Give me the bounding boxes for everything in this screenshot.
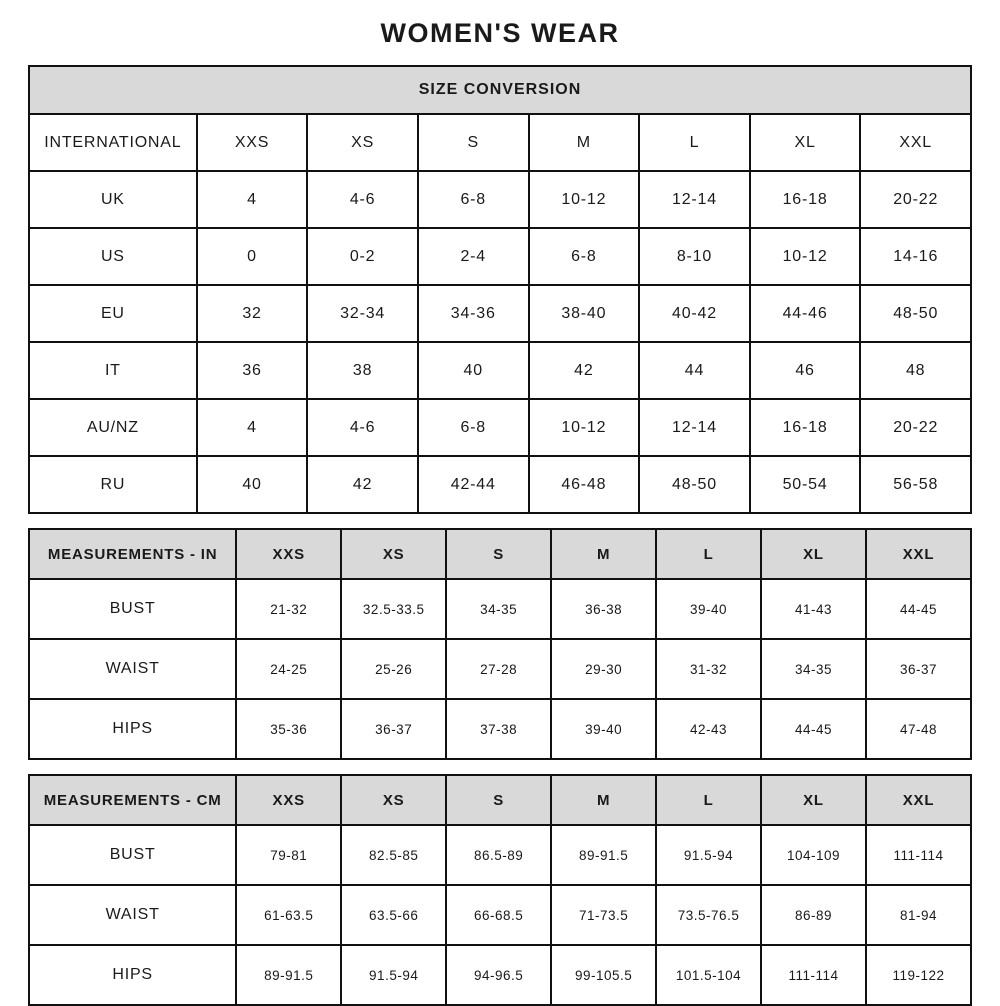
value-cell: 47-48 [866,699,971,759]
value-cell: 34-35 [761,639,866,699]
value-cell: XL [750,114,861,171]
row-label: EU [29,285,197,342]
size-header-cell: M [551,775,656,825]
value-cell: 56-58 [860,456,971,513]
value-cell: 21-32 [236,579,341,639]
value-cell: 82.5-85 [341,825,446,885]
size-conversion-header-row [29,66,971,114]
measurements-in-header-label: MEASUREMENTS - IN [29,529,236,579]
row-label: HIPS [29,699,236,759]
value-cell: 4-6 [307,171,418,228]
value-cell: 104-109 [761,825,866,885]
row-label: AU/NZ [29,399,197,456]
value-cell: 86.5-89 [446,825,551,885]
value-cell: 39-40 [656,579,761,639]
size-header-cell: S [446,775,551,825]
page-title: WOMEN'S WEAR [380,18,620,48]
size-header-cell: XL [761,775,866,825]
value-cell: 27-28 [446,639,551,699]
table-row [29,639,971,699]
table-row [29,825,971,885]
value-cell: 34-35 [446,579,551,639]
value-cell: 40-42 [639,285,750,342]
size-header-cell: XXL [866,775,971,825]
row-label: WAIST [29,885,236,945]
value-cell: 10-12 [529,399,640,456]
table-row [29,885,971,945]
value-cell: M [529,114,640,171]
value-cell: 42 [529,342,640,399]
value-cell: 24-25 [236,639,341,699]
value-cell: 6-8 [529,228,640,285]
value-cell: 44-45 [761,699,866,759]
row-label: BUST [29,825,236,885]
value-cell: 79-81 [236,825,341,885]
size-header-cell: S [446,529,551,579]
table-row [29,171,971,228]
value-cell: 20-22 [860,171,971,228]
size-header-cell: L [656,529,761,579]
row-label: HIPS [29,945,236,1005]
measurements-cm-header-label: MEASUREMENTS - CM [29,775,236,825]
size-header-cell: XXS [236,529,341,579]
size-conversion-header: SIZE CONVERSION [29,66,971,114]
value-cell: 36-37 [866,639,971,699]
value-cell: 61-63.5 [236,885,341,945]
value-cell: 66-68.5 [446,885,551,945]
table-row [29,228,971,285]
value-cell: 12-14 [639,399,750,456]
value-cell: 44-45 [866,579,971,639]
value-cell: 42-44 [418,456,529,513]
size-header-cell: XL [761,529,866,579]
value-cell: 16-18 [750,171,861,228]
value-cell: 91.5-94 [341,945,446,1005]
size-header-cell: XXS [236,775,341,825]
value-cell: XS [307,114,418,171]
value-cell: 44 [639,342,750,399]
value-cell: 91.5-94 [656,825,761,885]
measurements-cm-table [28,774,972,1006]
value-cell: L [639,114,750,171]
row-label: WAIST [29,639,236,699]
value-cell: 81-94 [866,885,971,945]
measurements-in-header-row [29,529,971,579]
value-cell: 0-2 [307,228,418,285]
value-cell: 32.5-33.5 [341,579,446,639]
size-header-cell: L [656,775,761,825]
value-cell: 36-37 [341,699,446,759]
value-cell: 36-38 [551,579,656,639]
value-cell: 111-114 [761,945,866,1005]
value-cell: 63.5-66 [341,885,446,945]
value-cell: 6-8 [418,171,529,228]
value-cell: 99-105.5 [551,945,656,1005]
value-cell: 89-91.5 [551,825,656,885]
table-row [29,399,971,456]
value-cell: 119-122 [866,945,971,1005]
value-cell: 20-22 [860,399,971,456]
value-cell: 41-43 [761,579,866,639]
row-label: RU [29,456,197,513]
value-cell: 6-8 [418,399,529,456]
size-header-cell: XXL [866,529,971,579]
table-row [29,699,971,759]
value-cell: 38 [307,342,418,399]
value-cell: XXS [197,114,308,171]
value-cell: 37-38 [446,699,551,759]
value-cell: 35-36 [236,699,341,759]
value-cell: 36 [197,342,308,399]
value-cell: 40 [197,456,308,513]
value-cell: 71-73.5 [551,885,656,945]
size-header-cell: XS [341,529,446,579]
row-label: INTERNATIONAL [29,114,197,171]
value-cell: 10-12 [750,228,861,285]
value-cell: 48-50 [639,456,750,513]
measurements-cm-header-row [29,775,971,825]
table-row [29,456,971,513]
table-row [29,342,971,399]
value-cell: 39-40 [551,699,656,759]
value-cell: 94-96.5 [446,945,551,1005]
value-cell: 32-34 [307,285,418,342]
table-row [29,285,971,342]
row-label: BUST [29,579,236,639]
value-cell: 16-18 [750,399,861,456]
table-row [29,579,971,639]
value-cell: 42-43 [656,699,761,759]
value-cell: 32 [197,285,308,342]
size-conversion-table [28,65,972,514]
table-row [29,114,971,171]
value-cell: 111-114 [866,825,971,885]
value-cell: 12-14 [639,171,750,228]
value-cell: 31-32 [656,639,761,699]
value-cell: 29-30 [551,639,656,699]
value-cell: 4 [197,171,308,228]
value-cell: 8-10 [639,228,750,285]
value-cell: 48 [860,342,971,399]
measurements-in-table [28,528,972,760]
value-cell: S [418,114,529,171]
value-cell: 50-54 [750,456,861,513]
row-label: UK [29,171,197,228]
value-cell: 25-26 [341,639,446,699]
row-label: US [29,228,197,285]
value-cell: 86-89 [761,885,866,945]
value-cell: 4-6 [307,399,418,456]
value-cell: 38-40 [529,285,640,342]
size-header-cell: M [551,529,656,579]
value-cell: 0 [197,228,308,285]
value-cell: 34-36 [418,285,529,342]
value-cell: 40 [418,342,529,399]
table-row [29,945,971,1005]
value-cell: 10-12 [529,171,640,228]
value-cell: 4 [197,399,308,456]
value-cell: 48-50 [860,285,971,342]
size-header-cell: XS [341,775,446,825]
value-cell: 46-48 [529,456,640,513]
value-cell: 2-4 [418,228,529,285]
value-cell: 44-46 [750,285,861,342]
row-label: IT [29,342,197,399]
value-cell: 89-91.5 [236,945,341,1005]
value-cell: 73.5-76.5 [656,885,761,945]
value-cell: 14-16 [860,228,971,285]
value-cell: 42 [307,456,418,513]
value-cell: 46 [750,342,861,399]
value-cell: XXL [860,114,971,171]
value-cell: 101.5-104 [656,945,761,1005]
